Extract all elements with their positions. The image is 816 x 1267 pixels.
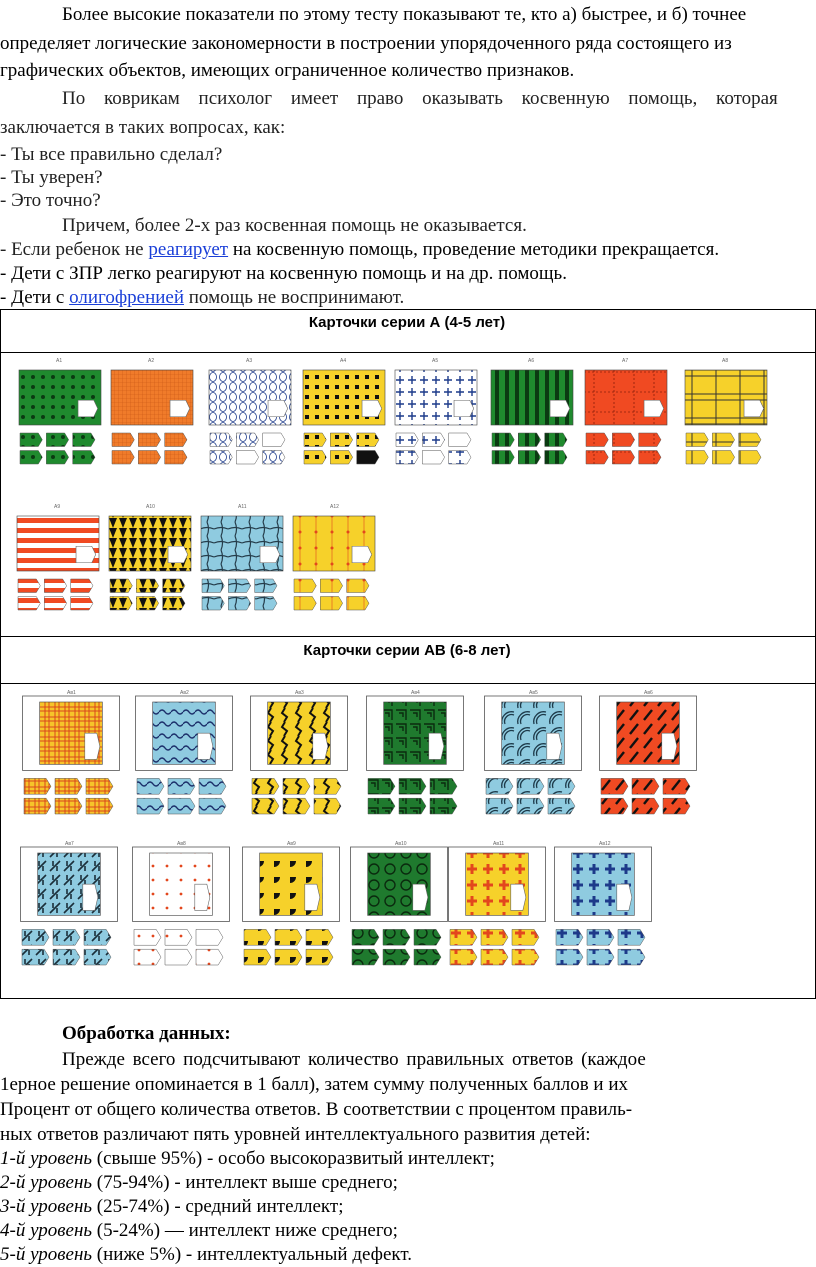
level-name: 4-й уровень bbox=[0, 1220, 93, 1241]
processing-heading-text: Обработка данных: bbox=[62, 1023, 231, 1044]
question-2: - Ты уверен? bbox=[0, 167, 103, 188]
series-a-card-9 bbox=[16, 508, 100, 618]
series-ab-card-11 bbox=[448, 845, 546, 973]
series-ab-card-12 bbox=[554, 845, 652, 973]
level-name: 5-й уровень bbox=[0, 1244, 93, 1265]
level-name: 1-й уровень bbox=[0, 1148, 93, 1169]
series-a-card-caption: А6 bbox=[528, 358, 535, 364]
line9-pre: - Дети с bbox=[0, 287, 70, 308]
series-a-card-caption: А12 bbox=[330, 504, 339, 510]
processing-line-4: ных ответов различают пять уровней интеллектуального развития детей: bbox=[0, 1124, 591, 1145]
table-divider bbox=[0, 683, 815, 684]
series-ab-card-10 bbox=[350, 845, 448, 973]
series-ab-card-4 bbox=[366, 694, 464, 822]
series-ab-card-caption: Ав12 bbox=[599, 841, 611, 847]
processing-line-1: Прежде всего подсчитывают количество правильных ответов (каждое bbox=[62, 1049, 646, 1070]
series-ab-card-caption: Ав4 bbox=[411, 690, 420, 696]
series-ab-card-9 bbox=[242, 845, 340, 973]
level-name: 3-й уровень bbox=[0, 1196, 93, 1217]
line7-post: на косвенную помощь, проведение методики прекращается. bbox=[228, 239, 720, 260]
level-text: (5-24%) — интеллект ниже среднего; bbox=[92, 1220, 398, 1241]
intro-line-2: определяет логические закономерности в построении упорядоченного ряда состоящего из bbox=[0, 33, 732, 54]
processing-heading bbox=[62, 1021, 231, 1046]
series-a-card-caption: А7 bbox=[622, 358, 629, 364]
series-a-card-12 bbox=[292, 508, 376, 618]
line9-post: помощь не воспринимают. bbox=[184, 287, 405, 308]
series-a-card-2 bbox=[110, 362, 194, 472]
series-ab-card-3 bbox=[250, 694, 348, 822]
series-a-card-caption: А2 bbox=[148, 358, 155, 364]
series-a-card-3 bbox=[208, 362, 292, 472]
question-1: - Ты все правильно сделал? bbox=[0, 144, 223, 165]
series-ab-card-caption: Ав2 bbox=[180, 690, 189, 696]
intro-line-6: Причем, более 2-х раз косвенная помощь не оказывается. bbox=[62, 215, 527, 236]
series-ab-card-caption: Ав9 bbox=[287, 841, 296, 847]
table-divider bbox=[0, 352, 815, 353]
series-a-card-caption: А5 bbox=[432, 358, 439, 364]
level-name: 2-й уровень bbox=[0, 1172, 93, 1193]
series-ab-card-caption: Ав5 bbox=[529, 690, 538, 696]
series-ab-card-2 bbox=[135, 694, 233, 822]
level-text: (75-94%) - интеллект выше среднего; bbox=[92, 1172, 398, 1193]
series-a-card-8 bbox=[684, 362, 768, 472]
series-ab-card-8 bbox=[132, 845, 230, 973]
series-a-card-1 bbox=[18, 362, 102, 472]
series-a-card-caption: А10 bbox=[146, 504, 155, 510]
level-3 bbox=[0, 1194, 343, 1219]
series-ab-card-caption: Ав3 bbox=[295, 690, 304, 696]
series-a-title: Карточки серии А (4-5 лет) bbox=[308, 314, 506, 331]
intro-line-8: - Дети с ЗПР легко реагируют на косвенную помощь и на др. помощь. bbox=[0, 263, 567, 284]
series-ab-title: Карточки серии АВ (6-8 лет) bbox=[303, 642, 511, 659]
series-a-card-5 bbox=[394, 362, 478, 472]
level-2 bbox=[0, 1170, 398, 1195]
intro-line-1: Более высокие показатели по этому тесту показывают те, кто а) быстрее, и б) точнее bbox=[62, 4, 747, 25]
level-text: (25-74%) - средний интеллект; bbox=[92, 1196, 344, 1217]
series-a-card-caption: А8 bbox=[722, 358, 729, 364]
question-3: - Это точно? bbox=[0, 190, 101, 211]
series-a-card-caption: А3 bbox=[246, 358, 253, 364]
series-ab-card-caption: Ав1 bbox=[67, 690, 76, 696]
intro-line-5: заключается в таких вопросах, как: bbox=[0, 117, 286, 138]
series-a-card-6 bbox=[490, 362, 574, 472]
series-a-card-10 bbox=[108, 508, 192, 618]
series-a-card-caption: А11 bbox=[238, 504, 247, 510]
line7-pre: - Если ребенок не bbox=[0, 239, 149, 260]
series-a-card-caption: А4 bbox=[340, 358, 347, 364]
series-a-card-7 bbox=[584, 362, 668, 472]
series-a-card-4 bbox=[302, 362, 386, 472]
series-a-card-caption: А1 bbox=[56, 358, 63, 364]
intro-line-3: графических объектов, имеющих ограниченное количество признаков. bbox=[0, 60, 575, 81]
oligophrenia-link[interactable]: олигофренией bbox=[69, 287, 185, 308]
level-text: (ниже 5%) - интеллектуальный дефект. bbox=[92, 1244, 413, 1265]
series-ab-card-5 bbox=[484, 694, 582, 822]
series-ab-card-caption: Ав8 bbox=[177, 841, 186, 847]
level-5 bbox=[0, 1242, 412, 1267]
series-ab-card-caption: Ав7 bbox=[65, 841, 74, 847]
series-ab-card-caption: Ав10 bbox=[395, 841, 407, 847]
level-1 bbox=[0, 1146, 495, 1171]
series-ab-card-6 bbox=[599, 694, 697, 822]
series-a-card-11 bbox=[200, 508, 284, 618]
intro-line-4: По коврикам психолог имеет право оказывать косвенную помощь, которая bbox=[62, 88, 778, 109]
level-4 bbox=[0, 1218, 398, 1243]
processing-line-2: 1ерное решение опоминается в 1 балл), затем сумму полученных баллов и их bbox=[0, 1074, 629, 1095]
series-a-card-caption: А9 bbox=[54, 504, 61, 510]
react-link[interactable]: реагирует bbox=[148, 239, 229, 260]
series-ab-card-caption: Ав11 bbox=[493, 841, 505, 847]
table-divider bbox=[0, 636, 815, 637]
processing-line-3: Процент от общего количества ответов. В соответствии с процентом правиль- bbox=[0, 1099, 633, 1120]
level-text: (свыше 95%) - особо высокоразвитый интеллект; bbox=[92, 1148, 495, 1169]
intro-line-7 bbox=[0, 237, 719, 262]
series-ab-card-7 bbox=[20, 845, 118, 973]
intro-line-9 bbox=[0, 285, 404, 310]
series-ab-card-1 bbox=[22, 694, 120, 822]
series-ab-card-caption: Ав6 bbox=[644, 690, 653, 696]
